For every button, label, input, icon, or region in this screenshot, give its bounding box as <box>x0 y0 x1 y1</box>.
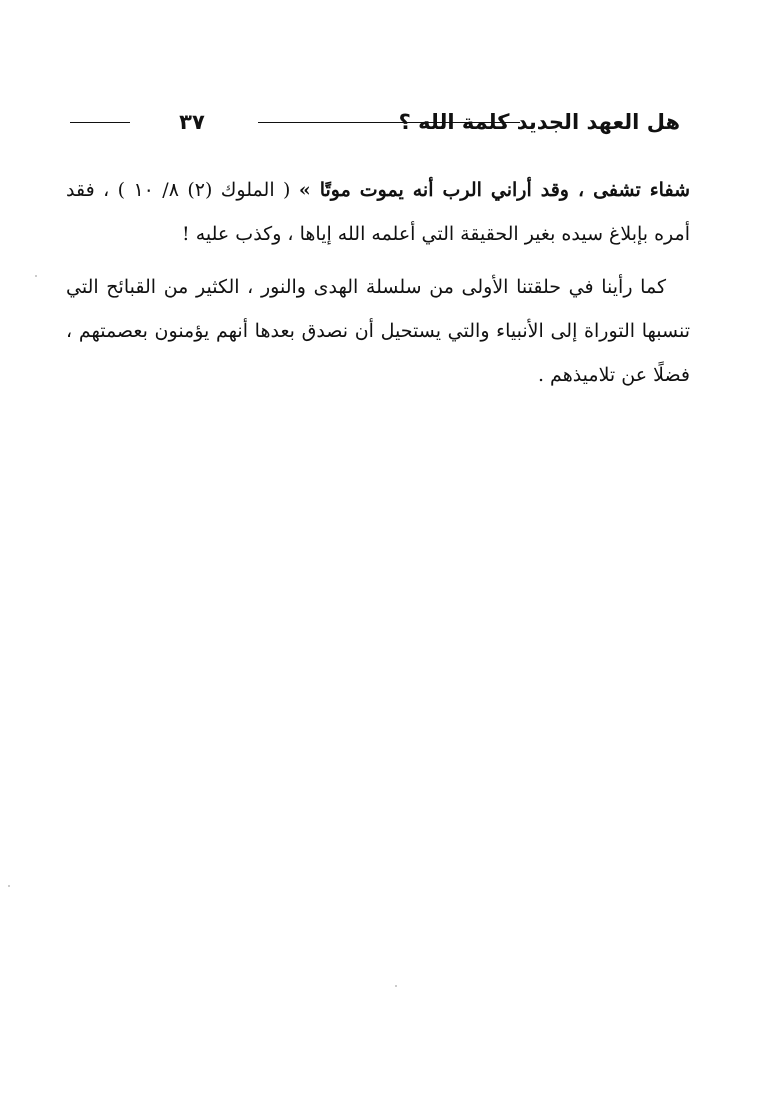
running-header <box>70 104 680 140</box>
scan-speck <box>35 275 37 277</box>
quoted-text: شفاء تشفى ، وقد أراني الرب أنه يموت موتًا » <box>298 179 690 201</box>
scan-speck <box>395 985 397 987</box>
paragraph-1 <box>66 168 690 256</box>
paragraph-1-text: ( الملوك (٢) ٨/ ١٠ ) ، فقد أمره بإبلاغ سيده بغير الحقيقة التي أعلمه الله إياها ، وكذب عليه ! <box>66 179 690 245</box>
page-number: ٣٧ <box>179 110 205 134</box>
header-rule-end <box>70 122 130 123</box>
paragraph-2: كما رأينا في حلقتنا الأولى من سلسلة الهدى والنور ، الكثير من القبائح التي تنسبها التوراة إلى الأنبياء والتي يستحيل أن نصدق بعدها أنهم يؤمنون بعصمتهم ، فضلًا عن تلاميذهم . <box>66 276 690 386</box>
scan-speck <box>8 885 10 887</box>
header-rule <box>258 122 520 123</box>
header-title: هل العهد الجديد كلمة الله ؟ <box>398 110 680 134</box>
